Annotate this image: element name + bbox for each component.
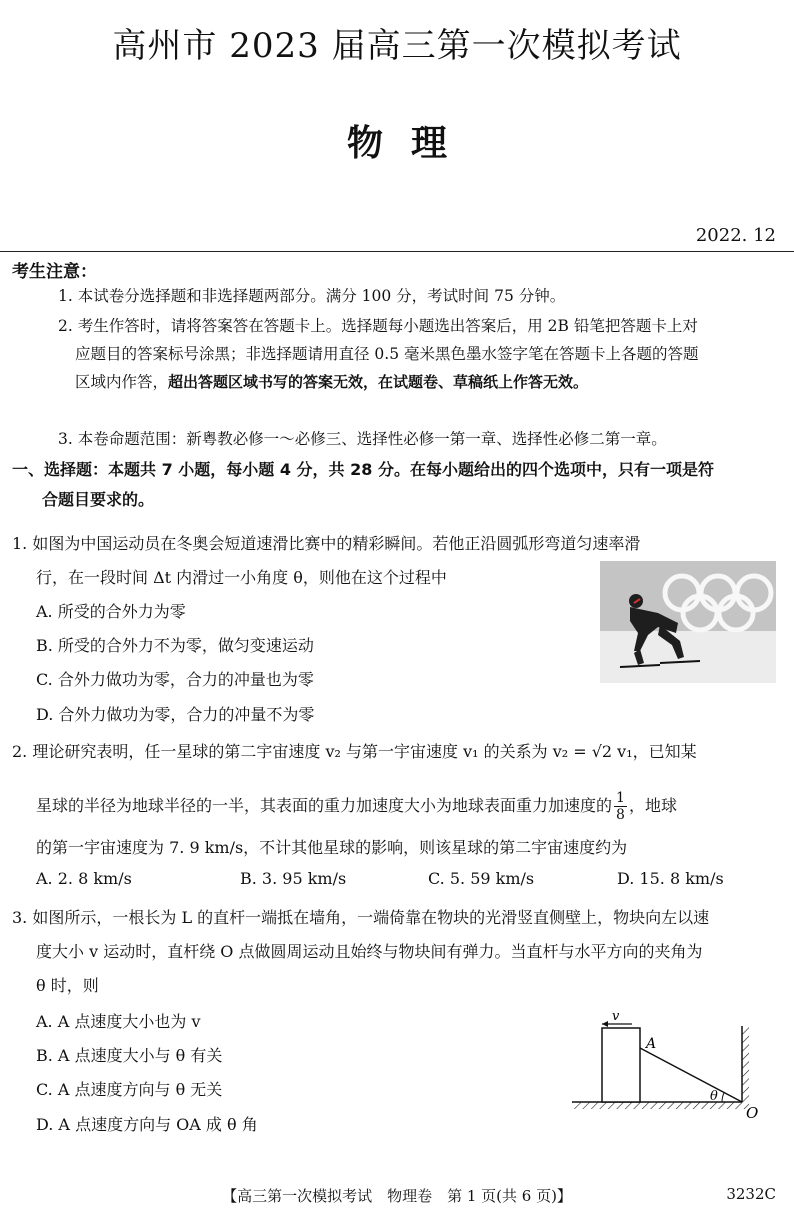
notice-item-2-line-2: 应题目的答案标号涂黑；非选择题请用直径 0.5 毫米黑色墨水签字笔在答题卡上各题的答题 [75, 345, 699, 363]
point-o-label: O [746, 1104, 759, 1122]
notice-item-2 [58, 312, 780, 396]
q1-option-d: D. 合外力做功为零，合力的冲量不为零 [36, 705, 315, 724]
speed-skater-photo [600, 561, 776, 683]
q3-option-a: A. A 点速度大小也为 v [36, 1012, 201, 1031]
q1-option-b: B. 所受的合外力不为零，做匀变速运动 [36, 636, 314, 655]
rod-block-diagram [572, 1012, 772, 1122]
q2-stem-line-3: 的第一宇宙速度为 7. 9 km/s，不计其他星球的影响，则该星球的第二宇宙速度约为 [36, 838, 628, 857]
q2-option-d: D. 15. 8 km/s [617, 869, 724, 888]
q1-stem-line-2: 行，在一段时间 Δt 内滑过一小角度 θ，则他在这个过程中 [36, 568, 447, 587]
notice-item-3: 3. 本卷命题范围：新粤教必修一～必修三、选择性必修一第一章、选择性必修二第一章。 [58, 430, 667, 448]
speed-skater-illustration [600, 561, 776, 683]
q3-option-b: B. A 点速度大小与 θ 有关 [36, 1046, 223, 1065]
section-heading [12, 455, 782, 515]
theta-arc [722, 1093, 724, 1102]
one-eighth-fraction [614, 790, 627, 823]
q2-stem-line-2-tail: ，地球 [628, 796, 677, 815]
velocity-label: v [612, 1012, 620, 1024]
q3-stem-line-1: 3. 如图所示，一根长为 L 的直杆一端抵在墙角，一端倚靠在物块的光滑竖直侧壁上，物块向左以速 [12, 908, 710, 927]
block [602, 1028, 640, 1102]
notice-heading: 考生注意： [12, 262, 97, 282]
paper-code: 3232C [726, 1185, 776, 1203]
q1-stem-line-1: 1. 如图为中国运动员在冬奥会短道速滑比赛中的精彩瞬间。若他正沿圆弧形弯道匀速率滑 [12, 534, 641, 553]
theta-label: θ [710, 1089, 718, 1104]
header-divider [0, 251, 794, 252]
q2-option-c: C. 5. 59 km/s [428, 869, 535, 888]
page-footer: 【高三第一次模拟考试 物理卷 第 1 页(共 6 页)】 [222, 1187, 572, 1205]
q1-option-a: A. 所受的合外力为零 [36, 602, 186, 621]
q2-option-a: A. 2. 8 km/s [36, 869, 132, 888]
notice-item-2-line-3: 区域内作答， [75, 373, 169, 391]
q3-option-c: C. A 点速度方向与 θ 无关 [36, 1080, 223, 1099]
notice-item-1: 1. 本试卷分选择题和非选择题两部分。满分 100 分，考试时间 75 分钟。 [58, 287, 566, 305]
q2-stem-line-2 [36, 790, 677, 823]
q2-stem-line-2-text: 星球的半径为地球半径的一半，其表面的重力加速度大小为地球表面重力加速度的 [36, 796, 613, 815]
rod [640, 1048, 742, 1102]
section-heading-line-2: 合题目要求的。 [42, 490, 155, 509]
q2-stem-line-1: 2. 理论研究表明，任一星球的第二宇宙速度 v₂ 与第一宇宙速度 v₁ 的关系为 v₂ = √2 v₁，已知某 [12, 742, 697, 761]
fraction-numerator: 1 [616, 790, 625, 806]
q3-stem-line-2: 度大小 v 运动时，直杆绕 O 点做圆周运动且始终与物块间有弹力。当直杆与水平方向的夹角为 [36, 942, 703, 961]
q1-option-c: C. 合外力做功为零，合力的冲量也为零 [36, 670, 314, 689]
exam-date: 2022. 12 [695, 225, 776, 246]
point-a-label: A [646, 1036, 657, 1052]
q3-option-d: D. A 点速度方向与 OA 成 θ 角 [36, 1115, 258, 1134]
rod-block-svg [572, 1012, 772, 1122]
wall-hatching [742, 1026, 749, 1109]
fraction-denominator: 8 [616, 807, 625, 823]
velocity-arrowhead [602, 1021, 608, 1027]
subject-title: 物理 [346, 122, 475, 164]
exam-title: 高州市 2023 届高三第一次模拟考试 [112, 26, 682, 66]
q3-stem-line-3: θ 时，则 [36, 976, 99, 995]
q2-option-b: B. 3. 95 km/s [240, 869, 347, 888]
notice-item-2-emphasis: 超出答题区域书写的答案无效，在试题卷、草稿纸上作答无效。 [168, 373, 589, 391]
section-heading-line-1: 一、选择题：本题共 7 小题，每小题 4 分，共 28 分。在每小题给出的四个选项中，只有一项是符 [12, 460, 714, 479]
notice-item-2-line-1: 2. 考生作答时，请将答案答在答题卡上。选择题每小题选出答案后，用 2B 铅笔把答题卡上对 [58, 317, 698, 335]
